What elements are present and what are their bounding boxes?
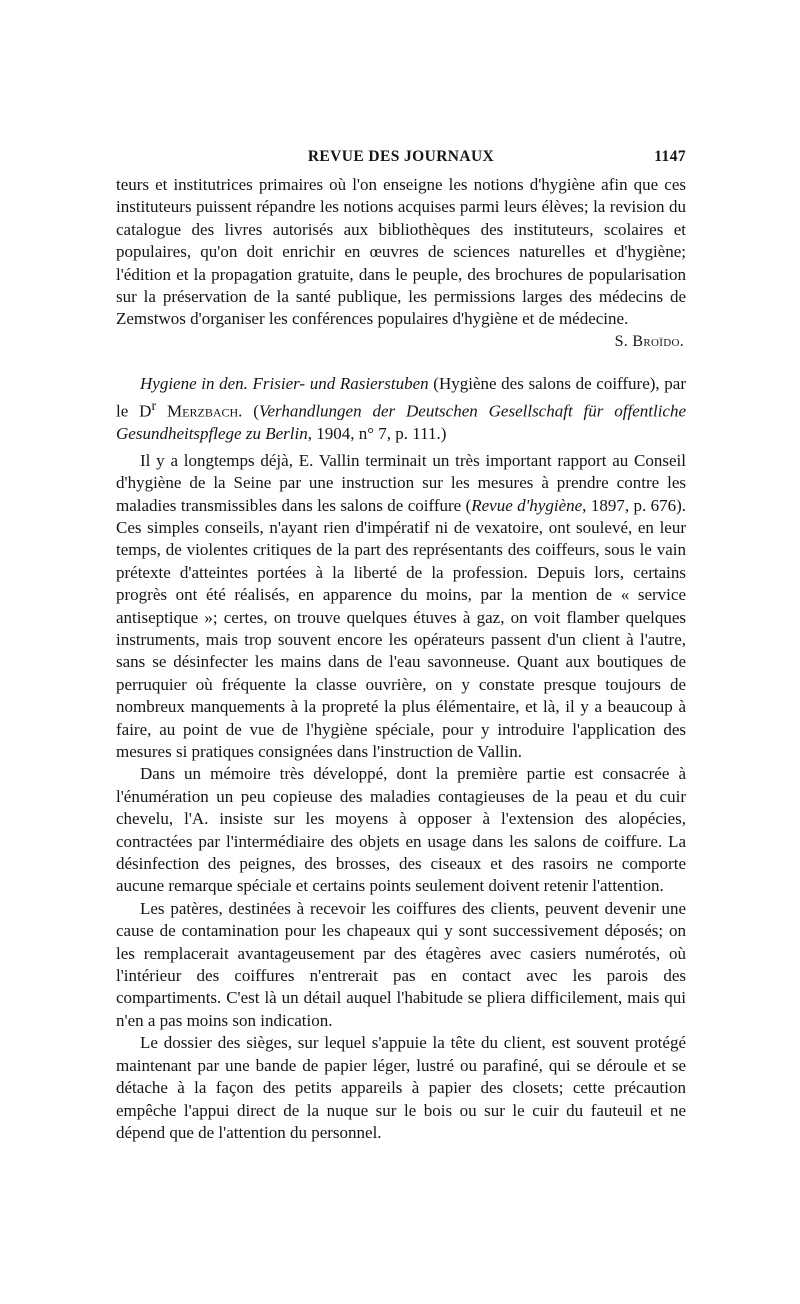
source-details: , 1904, n° 7, p. 111.) xyxy=(307,424,447,444)
article-author: Merzbach xyxy=(167,401,239,421)
body-paragraph: Dans un mémoire très développé, dont la première partie est consacrée à l'énumération un peu copieuse des maladies contagieuses de la peau et du cuir chevelu, l'A. insiste sur les moyens à opposer à l'extension des alopécies, contractées par l'intermédiaire des objets en usage dans les salons de coiffure. La désinfection des peignes, des brosses, des ciseaux et des rasoirs ne comporte aucune remarque spéciale et certains points seulement doivent retenir l'attention. xyxy=(116,764,686,896)
author-signature: S. Broïdo. xyxy=(614,332,684,350)
article-reference xyxy=(116,373,686,446)
previous-article-text: teurs et institutrices primaires où l'on enseigne les notions d'hygiène afin que ces instituteurs puissent répandre les notions acquises parmi leurs élèves; la revision du catalogue des livres autorisés aux bibliothèques des instituteurs, scolaires et populaires, qu'on doit enrichir en œuvres de sciences naturelles et d'hygiène; l'édition et la propagation gratuite, dans le peuple, des brochures de popularisation sur la préservation de la santé publique, les permissions larges des médecins de Zemstwos d'organiser les conférences populaires d'hygiène et de médecine. xyxy=(116,175,686,329)
doctor-abbrev-sup: r xyxy=(151,398,157,415)
cited-journal: Revue d'hygiène xyxy=(471,495,583,515)
journal-section-title: REVUE DES JOURNAUX xyxy=(307,148,495,165)
body-paragraph: Le dossier des sièges, sur lequel s'appuie la tête du client, est souvent protégé maintenant par une bande de papier léger, lustré ou parafiné, qui se déroule et se détache à la façon des petits appareils à papier des closets; cette précaution empêche l'appui direct de la nuque sur le bois ou sur le cuir du fauteuil et ne dépend que de l'attention du personnel. xyxy=(116,1033,686,1142)
page-number: 1147 xyxy=(654,148,686,165)
running-header xyxy=(116,148,686,174)
article-source: Verhandlungen der Deutschen Gesellschaft für offentliche Gesundheitspflege zu Berlin xyxy=(116,401,687,444)
body-paragraph: Les patères, destinées à recevoir les coiffures des clients, peuvent devenir une cause de contamination pour les chapeaux qui y sont successivement déposés; on les remplacerait avantageusement par des étagères avec casiers numérotés, où l'intérieur des coiffures n'entrerait pas en contact avec les parois des compartiments. C'est là un détail auquel l'habitude se pliera difficilement, mais qui n'en a pas moins son indication. xyxy=(116,898,686,1030)
article-title-german: Hygiene in den. Frisier- und Rasierstuben xyxy=(140,373,429,393)
paragraph-text: Il y a longtemps déjà, E. Vallin terminait un très important rapport au Conseil d'hygiène de la Seine par une instruction sur les mesures à prendre contre les maladies transmissibles dans les salons de coiffure ( xyxy=(116,450,686,515)
body-paragraph xyxy=(116,450,686,764)
article-title-french: (Hygiène des salons de coiffure), par le D xyxy=(116,373,687,421)
document-page xyxy=(116,148,686,1144)
paragraph-text: , 1897, p. 676). Ces simples conseils, n'ayant rien d'impératif ni de vexatoire, ont soulevé, en leur temps, de violentes critiques de la part des représentants des coiffeurs, sous le vain prétexte d'atteintes portées à la liberté de la profession. Depuis lors, certains progrès ont été réalisés, en apparence du moins, par la mention de « service antiseptique »; certes, on trouve quelques étuves à gaz, on voit flamber quelques instruments, mais trop souvent encore les opérateurs passent d'un client à l'autre, sans se désinfecter les mains dans de l'eau savonneuse. Quant aux boutiques de perruquier où fréquente la classe ouvrière, on y constate presque toujours de nombreux manquements à la propreté la plus élémentaire, et là, il y a beaucoup à faire, au point de vue de l'hygiène spéciale, pour y introduire l'application des mesures si pratiques consignées dans l'instruction de Vallin. xyxy=(116,495,687,761)
source-open: . ( xyxy=(238,401,259,421)
